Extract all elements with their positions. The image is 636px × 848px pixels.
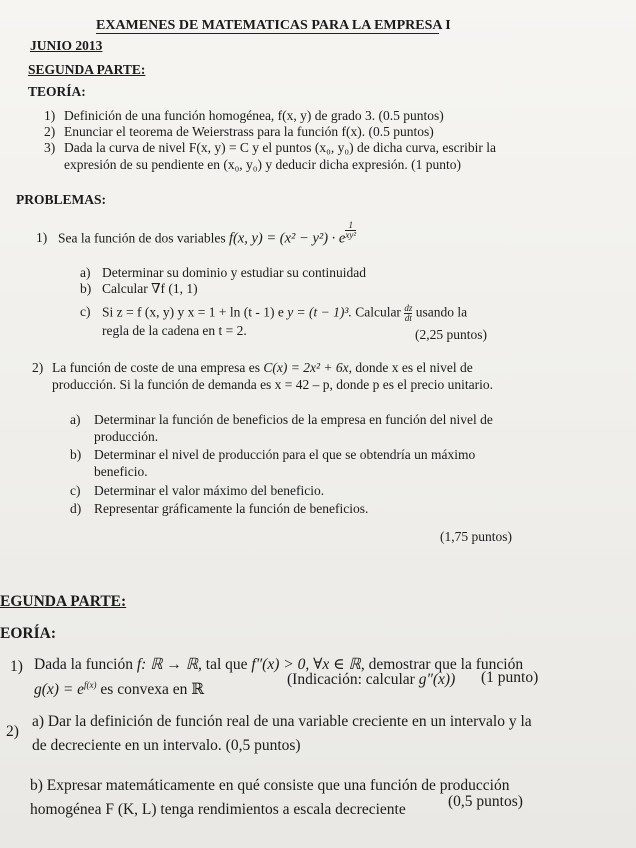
part2-teoria-heading: EORÍA: — [0, 625, 56, 642]
problem-item-text: regla de la cadena en t = 2. — [102, 323, 247, 338]
teoria-item-text: expresión de su pendiente en (x₀, y₀) y deducir dicha expresión. (1 punto) — [64, 157, 462, 172]
teoria-item-number: 2) — [44, 124, 56, 139]
problem-points: (1,75 puntos) — [440, 529, 512, 544]
problem-item-text: Representar gráficamente la función de beneficios. — [94, 501, 369, 516]
question-line: a) Dar la definición de función real de una variable creciente en un intervalo y la — [32, 713, 532, 730]
problem-item-label: a) — [70, 412, 81, 427]
part2-heading: EGUNDA PARTE: — [0, 593, 127, 610]
question-number: 2) — [6, 723, 19, 740]
q1-hint-formula: g″(x)) — [418, 671, 456, 688]
exponent-denominator: xy² — [345, 230, 357, 240]
problem-item-label: b) — [80, 281, 92, 296]
item-c-formula: y = (t − 1)³. — [287, 304, 352, 320]
problem-item-text: Determinar el valor máximo del beneficio. — [94, 483, 325, 498]
question-line: de decreciente en un intervalo. (0,5 puntos) — [32, 737, 301, 754]
teoria-item-text: Dada la curva de nivel F(x, y) = C y el puntos (x₀, y₀) de dicha curva, escribir la — [64, 140, 497, 155]
q1-function-domain: f: ℝ → ℝ, — [136, 656, 202, 673]
item-c-part-d: usando la — [415, 304, 468, 320]
item-c-part-a: Si z = f (x, y) y x = 1 + ln (t - 1) e — [102, 304, 284, 320]
derivative-numerator: dz — [404, 303, 413, 313]
problem-points: (2,25 puntos) — [415, 327, 487, 342]
exponent-fraction — [345, 221, 356, 240]
problem-item-label: c) — [80, 304, 91, 319]
problem-line — [52, 360, 473, 376]
question-number: 1) — [10, 658, 23, 675]
question-line: homogénea F (K, L) tenga rendimientos a escala decreciente — [30, 801, 406, 818]
q1-hint-text: (Indicación: calcular — [287, 671, 415, 688]
teoria-item-number: 3) — [44, 140, 56, 155]
problem-line: producción. Si la función de demanda es x = 42 – p, donde p es el precio unitario. — [52, 377, 493, 392]
question-hint — [287, 670, 455, 689]
question-line — [34, 676, 204, 699]
teoria-item-number: 1) — [44, 108, 56, 123]
problem-item-text: Determinar el nivel de producción para el que se obtendría un máximo — [94, 447, 476, 462]
exam-date: JUNIO 2013 — [30, 38, 103, 53]
problem-item-text: Calcular ∇f (1, 1) — [102, 281, 198, 296]
q1-condition: f″(x) > 0, ∀x ∈ ℝ, — [251, 656, 365, 673]
problem-item-label: c) — [70, 483, 81, 498]
problem-item-c — [102, 304, 467, 323]
problem-number: 2) — [32, 360, 44, 375]
q1-text-e: demostrar que la función — [368, 656, 524, 673]
part1-teoria-heading: TEORÍA: — [28, 84, 86, 99]
q1-convex: es convexa en ℝ — [100, 681, 205, 699]
problem-item-text: beneficio. — [94, 464, 148, 479]
problem-item-label: b) — [70, 447, 82, 462]
problem-item-text: Determinar su dominio y estudiar su continuidad — [102, 265, 366, 280]
exam-title: EXAMENES DE MATEMATICAS PARA LA EMPRESA I — [96, 18, 451, 33]
problem-item-text: producción. — [94, 429, 159, 444]
function-definition: f(x, y) = (x² − y²) · e — [228, 230, 346, 247]
cost-function: C(x) = 2x² + 6x, — [263, 360, 353, 375]
question-line: b) Expresar matemáticamente en qué consiste que una función de producción — [30, 777, 510, 794]
derivative-denominator: dt — [404, 313, 412, 323]
question-points: (0,5 puntos) — [448, 793, 523, 810]
problem-number: 1) — [36, 230, 48, 245]
q1-g-function: g(x) = e — [34, 681, 85, 699]
teoria-item-text: Enunciar el teorema de Weierstrass para la función f(x). (0.5 puntos) — [64, 124, 434, 139]
problem-item-label: d) — [70, 501, 82, 516]
problem-intro-text: Sea la función de dos variables — [58, 230, 226, 246]
q1-exponent: f(x) — [84, 680, 97, 690]
problemas-heading: PROBLEMAS: — [16, 192, 107, 207]
q1-text-a: Dada la función — [34, 656, 133, 673]
problem-item-label: a) — [80, 265, 91, 280]
question-points: (1 punto) — [481, 669, 539, 686]
exponent-numerator: 1 — [345, 221, 356, 231]
item-c-calcular: Calcular — [355, 304, 401, 320]
problem-item-text: Determinar la función de beneficios de la empresa en función del nivel de — [94, 412, 493, 427]
derivative-fraction — [404, 304, 412, 323]
p2-line1-a: La función de coste de una empresa es — [52, 360, 261, 375]
q1-text-c: tal que — [205, 656, 248, 673]
problem-intro — [58, 220, 357, 249]
p2-line1-c: donde x es el nivel de — [355, 360, 473, 375]
teoria-item-text: Definición de una función homogénea, f(x, y) de grado 3. (0.5 puntos) — [64, 108, 444, 123]
part1-heading: SEGUNDA PARTE: — [28, 62, 146, 77]
title-underline — [96, 33, 439, 34]
